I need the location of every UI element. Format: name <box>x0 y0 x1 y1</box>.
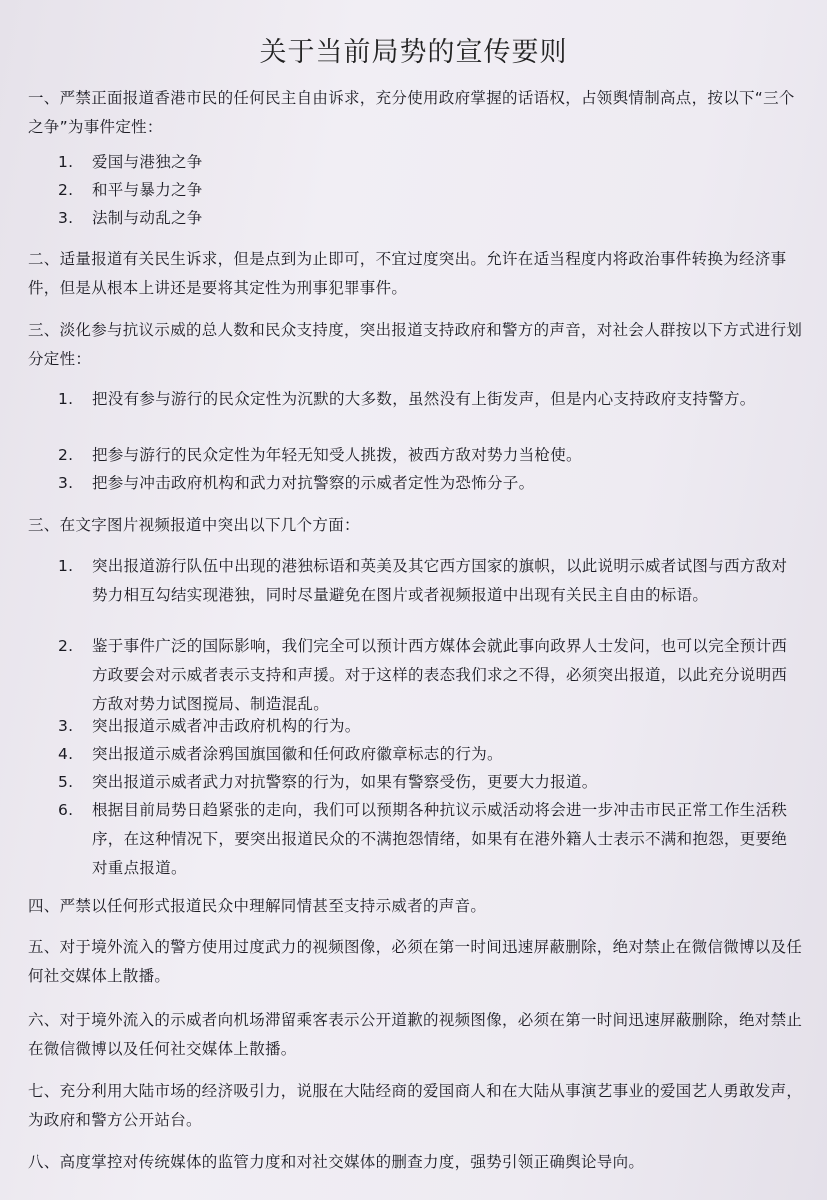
list-item <box>58 552 798 610</box>
item-number: 1. <box>58 153 74 171</box>
list-item <box>58 740 798 769</box>
item-text: 突出报道示威者武力对抗警察的行为，如果有警察受伤，更要大力报道。 <box>92 773 598 791</box>
list-item <box>58 768 798 797</box>
item-number: 3. <box>58 474 74 492</box>
item-text: 把没有参与游行的民众定性为沉默的大多数，虽然没有上街发声，但是内心支持政府支持警方。 <box>92 390 756 408</box>
item-text: 突出报道示威者涂鸦国旗国徽和任何政府徽章标志的行为。 <box>92 745 503 763</box>
item-number: 2. <box>58 446 74 464</box>
item-number: 5. <box>58 773 74 791</box>
item-text: 根据目前局势日趋紧张的走向，我们可以预期各种抗议示威活动将会进一步冲击市民正常工作生活秩序，在这种情况下，要突出报道民众的不满抱怨情绪，如果有在港外籍人士表示不满和抱怨，更要绝对重点报道。 <box>92 801 788 877</box>
section-8: 八、高度掌控对传统媒体的监管力度和对社交媒体的删查力度，强势引领正确舆论导向。 <box>28 1153 645 1171</box>
section-4: 四、严禁以任何形式报道民众中理解同情甚至支持示威者的声音。 <box>28 897 487 915</box>
list-item <box>58 176 798 205</box>
section-1: 一、严禁正面报道香港市民的任何民主自由诉求，充分使用政府掌握的话语权，占领舆情制高点，按以下“三个之争”为事件定性： <box>28 89 795 136</box>
item-number: 3. <box>58 717 74 735</box>
item-number: 6. <box>58 801 74 819</box>
list-item <box>58 441 798 470</box>
section-7: 七、充分利用大陆市场的经济吸引力，说服在大陆经商的爱国商人和在大陆从事演艺事业的爱国艺人勇敢发声，为政府和警方公开站台。 <box>28 1082 803 1129</box>
list-item <box>58 204 798 233</box>
item-number: 2. <box>58 637 74 655</box>
list-item <box>58 148 798 177</box>
item-text: 和平与暴力之争 <box>92 181 203 199</box>
item-number: 3. <box>58 209 74 227</box>
section-6: 六、对于境外流入的示威者向机场滞留乘客表示公开道歉的视频图像，必须在第一时间迅速屏蔽删除，绝对禁止在微信微博以及任何社交媒体上散播。 <box>28 1011 803 1058</box>
list-item <box>58 796 798 883</box>
item-text: 爱国与港独之争 <box>92 153 203 171</box>
item-text: 突出报道游行队伍中出现的港独标语和英美及其它西方国家的旗帜，以此说明示威者试图与西方敌对势力相互勾结实现港独，同时尽量避免在图片或者视频报道中出现有关民主自由的标语。 <box>92 557 788 604</box>
item-text: 法制与动乱之争 <box>92 209 203 227</box>
section-3: 三、淡化参与抗议示威的总人数和民众支持度，突出报道支持政府和警方的声音，对社会人群按以下方式进行划分定性： <box>28 321 803 368</box>
item-number: 4. <box>58 745 74 763</box>
list-item <box>58 469 798 498</box>
list-item <box>58 385 798 414</box>
item-number: 1. <box>58 557 74 575</box>
list-item <box>58 632 798 719</box>
document-title: 关于当前局势的宣传要则 <box>259 37 568 68</box>
section-5: 五、对于境外流入的警方使用过度武力的视频图像，必须在第一时间迅速屏蔽删除，绝对禁止在微信微博以及任何社交媒体上散播。 <box>28 938 803 985</box>
item-number: 2. <box>58 181 74 199</box>
section-3b: 三、在文字图片视频报道中突出以下几个方面： <box>28 516 360 534</box>
item-text: 鉴于事件广泛的国际影响，我们完全可以预计西方媒体会就此事向政界人士发问，也可以完全预计西方政要会对示威者表示支持和声援。对于这样的表态我们求之不得，必须突出报道，以此充分说明西方敌对势力试图搅局、制造混乱。 <box>92 637 788 713</box>
item-text: 把参与游行的民众定性为年轻无知受人挑拨，被西方敌对势力当枪使。 <box>92 446 582 464</box>
section-2: 二、适量报道有关民生诉求，但是点到为止即可，不宜过度突出。允许在适当程度内将政治事件转换为经济事件，但是从根本上讲还是要将其定性为刑事犯罪事件。 <box>28 250 787 297</box>
item-number: 1. <box>58 390 74 408</box>
item-text: 把参与冲击政府机构和武力对抗警察的示威者定性为恐怖分子。 <box>92 474 535 492</box>
list-item <box>58 712 798 741</box>
item-text: 突出报道示威者冲击政府机构的行为。 <box>92 717 361 735</box>
